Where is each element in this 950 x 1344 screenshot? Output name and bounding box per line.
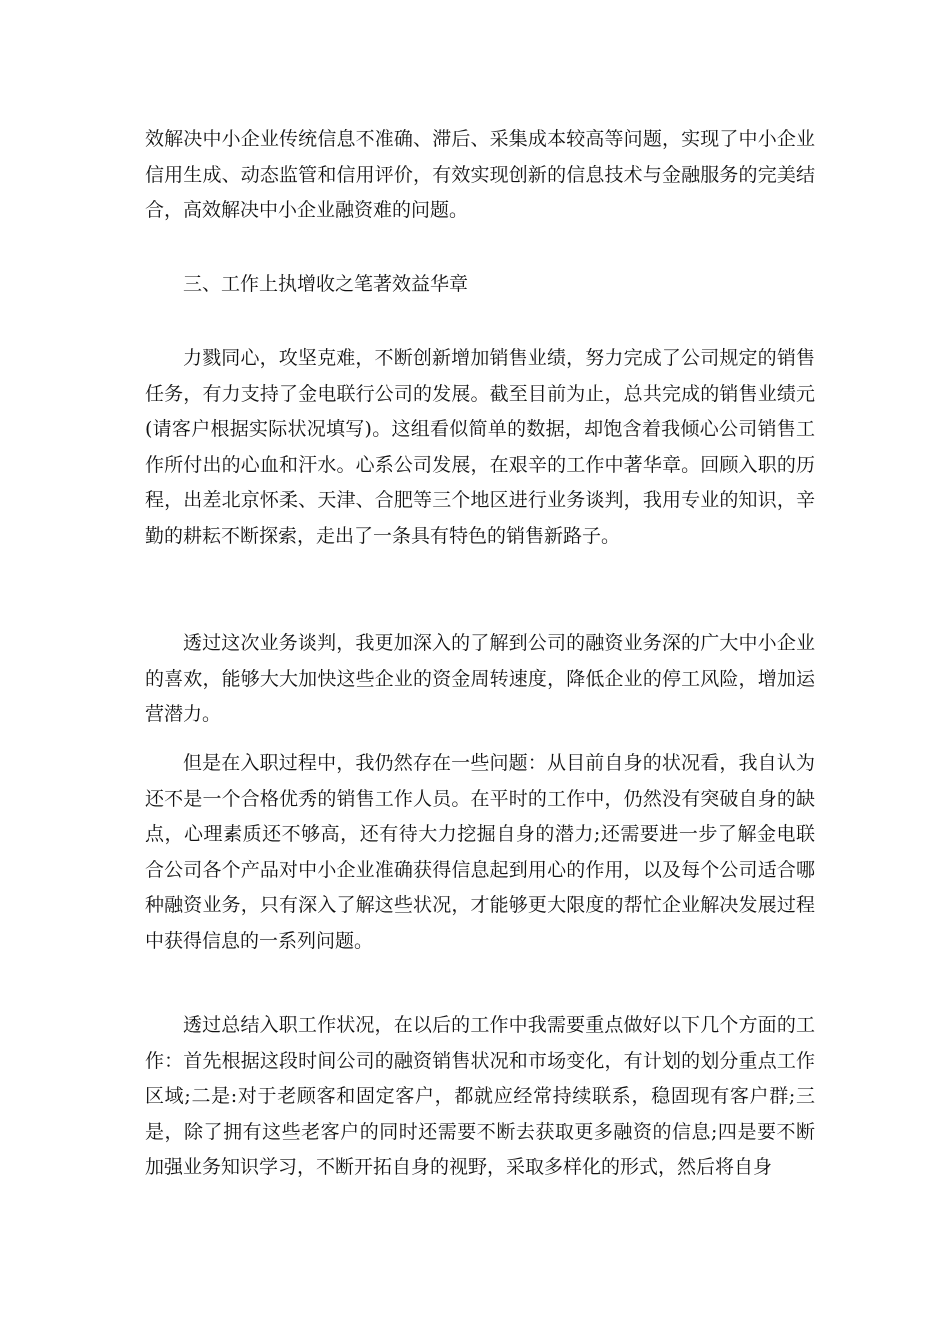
paragraph-continued: 效解决中小企业传统信息不准确、滞后、采集成本较高等问题，实现了中小企业信用生成、动态监管和信用评价，有效实现创新的信息技术与金融服务的完美结合，高效解决中小企业融资难的问题。	[145, 128, 815, 221]
paragraph-problems: 但是在入职过程中，我仍然存在一些问题：从目前自身的状况看，我自认为还不是一个合格优秀的销售工作人员。在平时的工作中，仍然没有突破自身的缺点，心理素质还不够高，还有待大力挖掘自身的潜力;还需要进一步了解金电联合公司各个产品对中小企业准确获得信息起到用心的作用，以及每个公司适合哪种融资业务，只有深入了解这些状况，才能够更大限度的帮忙企业解决发展过程中获得信息的一系列问题。	[145, 752, 815, 952]
section-heading: 三、工作上执增收之笔著效益华章	[183, 273, 469, 295]
paragraph-business-negotiation: 透过这次业务谈判，我更加深入的了解到公司的融资业务深的广大中小企业的喜欢，能够大大加快这些企业的资金周转速度，降低企业的停工风险，增加运营潜力。	[145, 632, 815, 725]
paragraph-future-plans: 透过总结入职工作状况，在以后的工作中我需要重点做好以下几个方面的工作：首先根据这段时间公司的融资销售状况和市场变化，有计划的划分重点工作区域;二是:对于老顾客和固定客户，都就应经常持续联系，稳固现有客户群;三是，除了拥有这些老客户的同时还需要不断去获取更多融资的信息;四是要不断加强业务知识学习，不断开拓自身的视野，采取多样化的形式，然后将自身	[145, 1014, 815, 1178]
paragraph-sales-performance: 力戮同心，攻坚克难，不断创新增加销售业绩，努力完成了公司规定的销售任务，有力支持了金电联行公司的发展。截至目前为止，总共完成的销售业绩元(请客户根据实际状况填写)。这组看似简单的数据，却饱含着我倾心公司销售工作所付出的心血和汗水。心系公司发展，在艰辛的工作中著华章。回顾入职的历程，出差北京怀柔、天津、合肥等三个地区进行业务谈判，我用专业的知识，辛勤的耕耘不断探索，走出了一条具有特色的销售新路子。	[145, 347, 815, 547]
